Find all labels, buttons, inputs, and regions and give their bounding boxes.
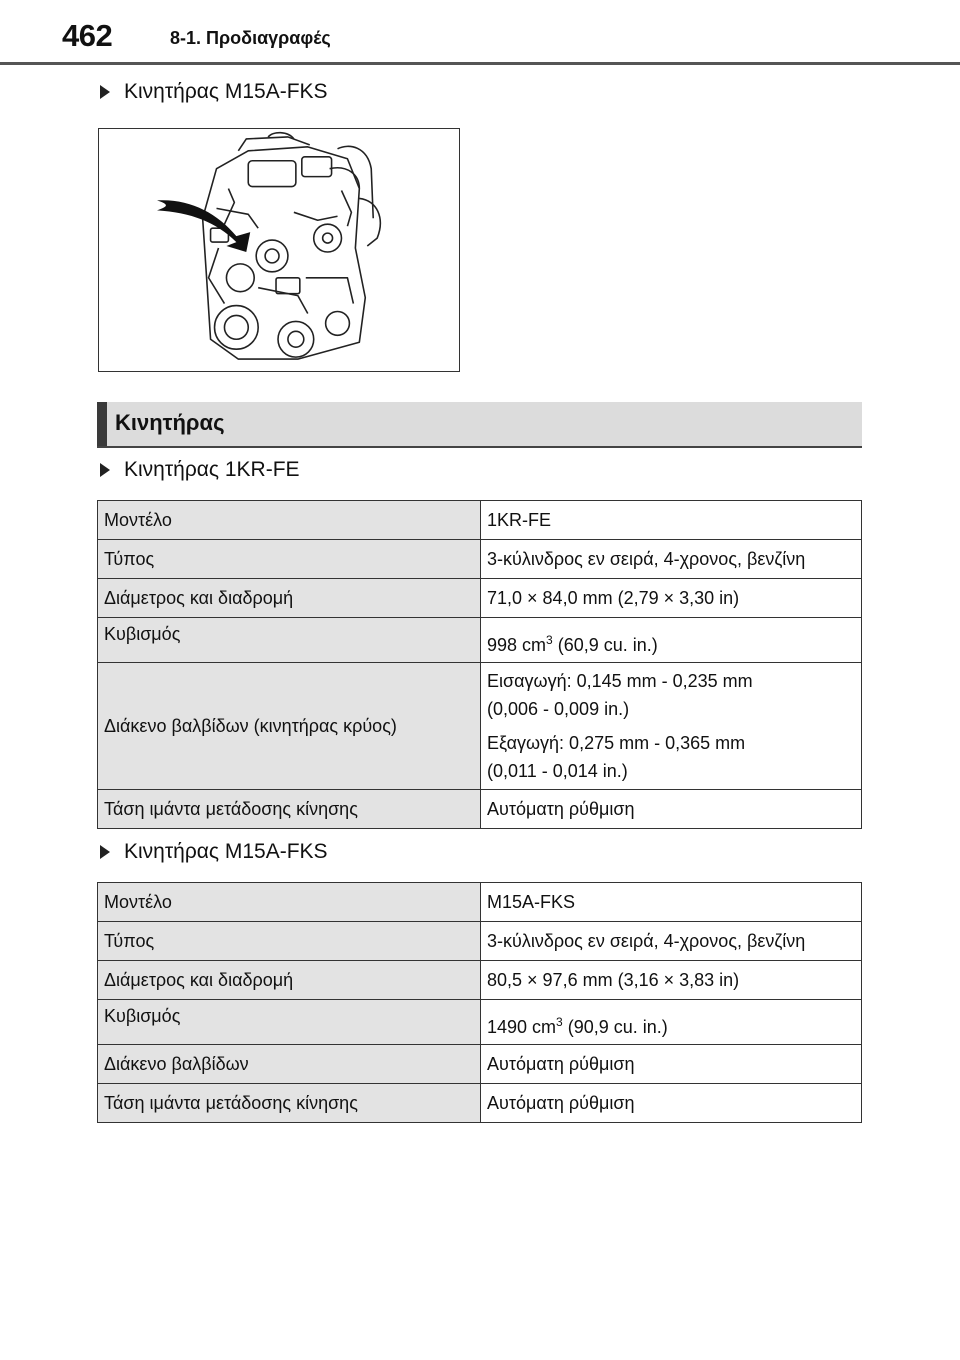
spec-value: Αυτόματη ρύθμιση	[481, 790, 862, 829]
table-row	[98, 579, 862, 618]
spec-value: Αυτόματη ρύθμιση	[481, 1084, 862, 1123]
triangle-bullet-icon	[100, 463, 110, 477]
exhaust-metric: Εξαγωγή: 0,275 mm - 0,365 mm	[487, 733, 746, 753]
intake-clearance	[487, 667, 855, 723]
triangle-bullet-icon	[100, 85, 110, 99]
spec-label: Διάκενο βαλβίδων	[98, 1045, 481, 1084]
spec-value: 71,0 × 84,0 mm (2,79 × 3,30 in)	[481, 579, 862, 618]
spec-label: Τάση ιμάντα μετάδοσης κίνησης	[98, 790, 481, 829]
section-title: 8-1. Προδιαγραφές	[170, 28, 331, 48]
table-row	[98, 922, 862, 961]
spec-value: 1KR-FE	[481, 501, 862, 540]
spec-label: Κυβισμός	[98, 1000, 481, 1045]
spec-value	[481, 1000, 862, 1045]
header-rule	[0, 62, 960, 65]
page-number: 462	[62, 18, 113, 53]
exhaust-clearance	[487, 729, 855, 785]
displacement-imperial: (90,9 cu. in.)	[562, 1016, 668, 1037]
spec-value	[481, 618, 862, 663]
unit-exponent: 3	[546, 632, 553, 647]
displacement-value: 998 cm	[487, 634, 547, 655]
engine-illustration	[98, 128, 460, 372]
spec-value	[481, 663, 862, 790]
engine1-spec-table	[97, 500, 862, 829]
chapter-band-rule	[97, 446, 862, 448]
table-row	[98, 501, 862, 540]
spec-label: Τάση ιμάντα μετάδοσης κίνησης	[98, 1084, 481, 1123]
engine2-heading	[100, 840, 328, 864]
table-row	[98, 883, 862, 922]
engine1-heading-text: Κινητήρας 1KR-FE	[124, 458, 300, 481]
table-row	[98, 540, 862, 579]
spec-label: Μοντέλο	[98, 501, 481, 540]
chapter-band	[97, 402, 862, 448]
chapter-title: Κινητήρας	[115, 410, 225, 435]
table-row	[98, 790, 862, 829]
unit-exponent: 3	[556, 1014, 563, 1029]
spec-label: Τύπος	[98, 922, 481, 961]
spec-value: Αυτόματη ρύθμιση	[481, 1045, 862, 1084]
figure-caption-text: Κινητήρας M15A-FKS	[124, 80, 328, 103]
table-row	[98, 1000, 862, 1045]
table-row	[98, 618, 862, 663]
table-row	[98, 961, 862, 1000]
table-row	[98, 1045, 862, 1084]
displacement-imperial: (60,9 cu. in.)	[552, 634, 658, 655]
triangle-bullet-icon	[100, 845, 110, 859]
exhaust-imperial: (0,011 - 0,014 in.)	[487, 761, 628, 781]
spec-label: Διάκενο βαλβίδων (κινητήρας κρύος)	[98, 663, 481, 790]
intake-metric: Εισαγωγή: 0,145 mm - 0,235 mm	[487, 671, 753, 691]
spec-label: Κυβισμός	[98, 618, 481, 663]
engine2-spec-table	[97, 882, 862, 1123]
spec-value: M15A-FKS	[481, 883, 862, 922]
intake-imperial: (0,006 - 0,009 in.)	[487, 699, 630, 719]
spec-label: Διάμετρος και διαδρομή	[98, 579, 481, 618]
engine1-heading	[100, 458, 300, 482]
engine-drawing-icon	[99, 129, 459, 371]
spec-value: 3-κύλινδρος εν σειρά, 4-χρονος, βενζίνη	[481, 540, 862, 579]
table-row	[98, 1084, 862, 1123]
figure-caption	[100, 80, 328, 104]
displacement-value: 1490 cm	[487, 1016, 557, 1037]
page-header	[0, 0, 960, 66]
chapter-band-marker	[97, 402, 107, 448]
engine2-heading-text: Κινητήρας M15A-FKS	[124, 840, 328, 863]
spec-label: Διάμετρος και διαδρομή	[98, 961, 481, 1000]
spec-label: Μοντέλο	[98, 883, 481, 922]
spec-value: 3-κύλινδρος εν σειρά, 4-χρονος, βενζίνη	[481, 922, 862, 961]
table-row	[98, 663, 862, 790]
spec-label: Τύπος	[98, 540, 481, 579]
spec-value: 80,5 × 97,6 mm (3,16 × 3,83 in)	[481, 961, 862, 1000]
